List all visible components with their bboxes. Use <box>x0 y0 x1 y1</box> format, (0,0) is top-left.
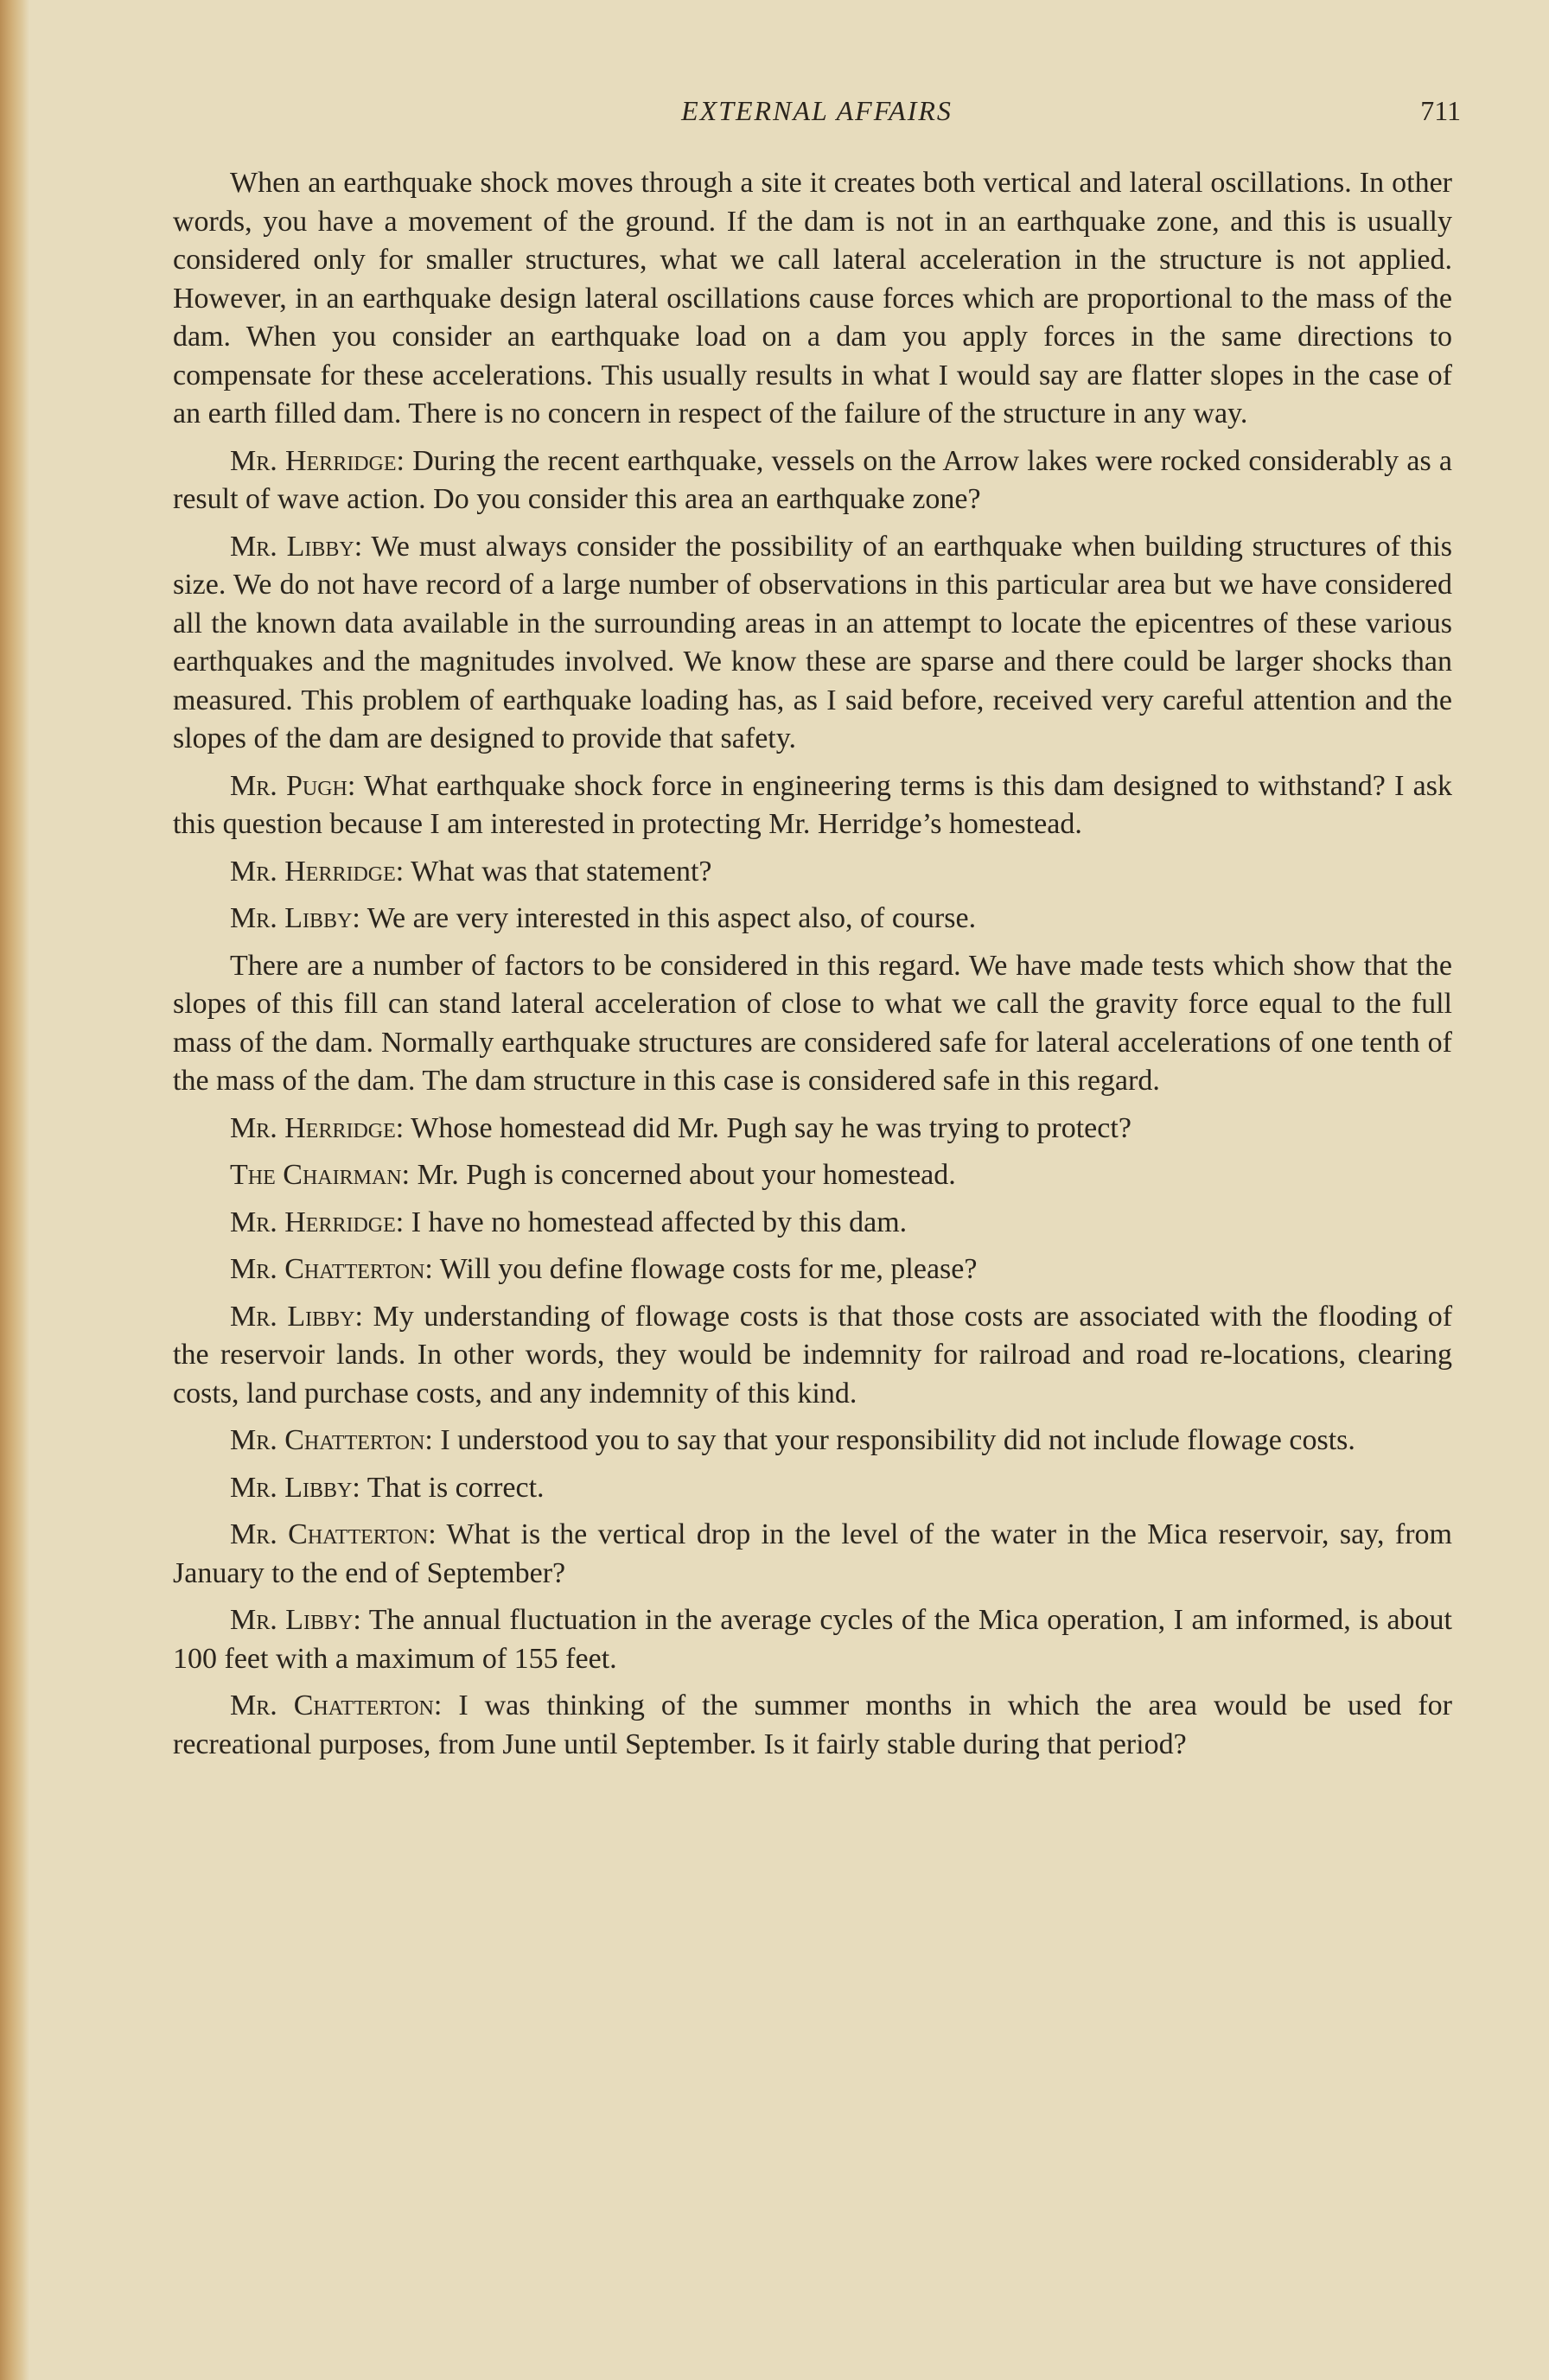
speaker-name: Mr. Chatterton: <box>230 1253 433 1285</box>
speaker-name: Mr. Herridge: <box>230 1206 405 1238</box>
paragraph <box>173 1469 1452 1508</box>
page-binding-edge <box>0 0 29 2380</box>
paragraph <box>173 947 1452 1101</box>
paragraph-text: We are very interested in this aspect also, of course. <box>367 902 977 934</box>
paragraph-text: My understanding of flowage costs is that those costs are associated with the flooding of the reservoir lands. In other words, they would be indemnity for railroad and road re-locations, clearing costs, land purchase costs, and any indemnity of this kind. <box>173 1300 1453 1410</box>
page-number: 711 <box>1420 95 1461 126</box>
speaker-name: Mr. Herridge: <box>230 855 405 888</box>
paragraph-text: When an earthquake shock moves through a site it creates both vertical and lateral oscillations. In other words, you have a movement of the ground. If the dam is not in an earthquake zone, and this is usually considered only for smaller structures, what we call lateral acceleration in the structure is not applied. However, in an earthquake design lateral oscillations cause forces which are proportional to the mass of the dam. When you consider an earthquake load on a dam you apply forces in the same directions to compensate for these accelerations. This usually results in what I would say are flatter slopes in the case of an earth filled dam. There is no concern in respect of the failure of the structure in any way. <box>173 167 1452 430</box>
paragraph-text: The annual fluctuation in the average cycles of the Mica operation, I am informed, is about 100 feet with a maximum of 155 feet. <box>173 1604 1453 1675</box>
paragraph-text: I have no homestead affected by this dam. <box>411 1206 908 1238</box>
speaker-name: Mr. Chatterton: <box>230 1690 443 1721</box>
paragraph <box>173 1110 1452 1149</box>
paragraph-text: That is correct. <box>367 1471 545 1504</box>
paragraph <box>173 1204 1452 1243</box>
running-title: EXTERNAL AFFAIRS <box>681 95 953 126</box>
paragraph <box>173 767 1452 844</box>
paragraph-text: What is the vertical drop in the level of the water in the Mica reservoir, say, from January to the end of September? <box>173 1518 1452 1589</box>
paragraph-text: We must always consider the possibility of an earthquake when building structures of this size. We do not have record of a large number of observations in this particular area but we have considered all the known data available in the surrounding areas in an attempt to locate the epicentres of these various earthquakes and the magnitudes involved. We know these are sparse and there could be larger shocks than measured. This problem of earthquake loading has, as I said before, received very careful attention and the slopes of the dam are designed to provide that safety. <box>173 530 1453 754</box>
paragraph <box>173 1687 1452 1764</box>
paragraph <box>173 1156 1452 1195</box>
paragraph <box>173 900 1452 939</box>
speaker-name: Mr. Libby: <box>230 530 363 563</box>
speaker-name: Mr. Herridge: <box>230 1111 405 1144</box>
paragraph-text: I was thinking of the summer months in which the area would be used for recreational purposes, from June until September. Is it fairly stable during that period? <box>173 1690 1453 1760</box>
speaker-name: Mr. Libby: <box>230 1604 361 1636</box>
speaker-name: Mr. Chatterton: <box>230 1518 437 1550</box>
speaker-name: Mr. Libby: <box>230 1471 360 1504</box>
paragraph-text: What earthquake shock force in engineering terms is this dam designed to withstand? I ask this question because I am interested in protecting Mr. Herridge’s homestead. <box>173 769 1452 840</box>
speaker-name: Mr. Pugh: <box>230 769 356 802</box>
paragraph <box>173 1601 1452 1678</box>
paragraph <box>173 442 1452 519</box>
speaker-name: Mr. Libby: <box>230 902 360 934</box>
speaker-name: The Chairman: <box>230 1159 411 1191</box>
transcript-body <box>173 164 1452 1772</box>
paragraph <box>173 164 1452 434</box>
paragraph-text: Whose homestead did Mr. Pugh say he was trying to protect? <box>411 1111 1131 1144</box>
paragraph <box>173 1250 1452 1289</box>
paragraph <box>173 1422 1452 1460</box>
paragraph-text: Will you define flowage costs for me, please? <box>439 1253 978 1285</box>
paragraph <box>173 1298 1452 1414</box>
speaker-name: Mr. Chatterton: <box>230 1424 433 1456</box>
speaker-name: Mr. Herridge: <box>230 444 405 477</box>
paragraph-text: What was that statement? <box>411 855 712 888</box>
paragraph <box>173 1516 1452 1593</box>
paragraph-text: I understood you to say that your responsibility did not include flowage costs. <box>440 1424 1355 1456</box>
page-header <box>173 95 1461 138</box>
paragraph-text: Mr. Pugh is concerned about your homestead. <box>417 1159 956 1191</box>
paragraph-text: There are a number of factors to be considered in this regard. We have made tests which show that the slopes of this fill can stand lateral acceleration of close to what we call the gravity force equal to the full mass of the dam. Normally earthquake structures are considered safe for lateral accelerations of one tenth of the mass of the dam. The dam structure in this case is considered safe in this regard. <box>173 949 1452 1097</box>
paragraph-text: During the recent earthquake, vessels on the Arrow lakes were rocked considerably as a result of wave action. Do you consider this area an earthquake zone? <box>173 444 1453 515</box>
paragraph <box>173 853 1452 892</box>
paragraph <box>173 528 1452 759</box>
speaker-name: Mr. Libby: <box>230 1300 363 1333</box>
